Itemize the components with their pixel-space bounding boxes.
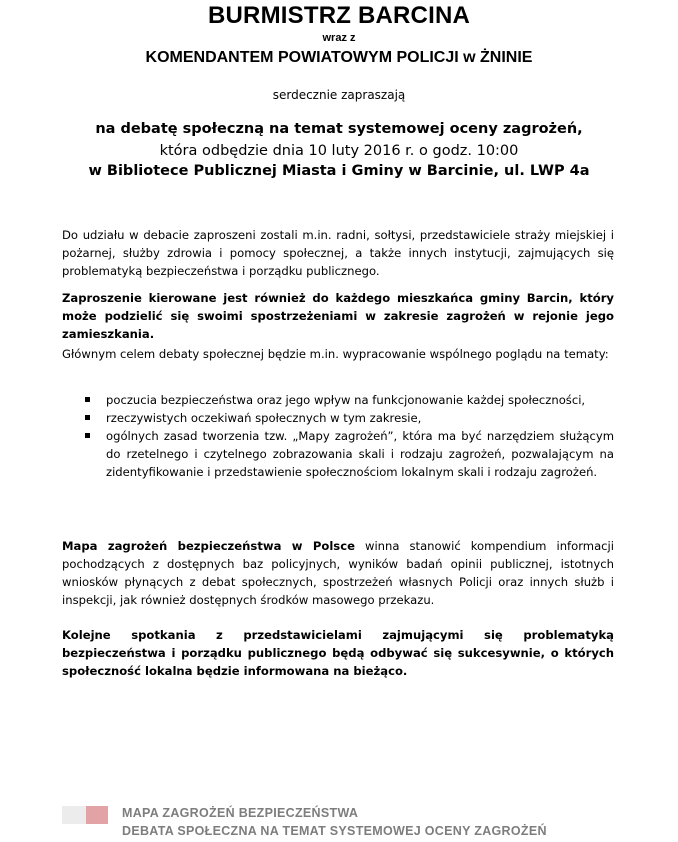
document-title: BURMISTRZ BARCINA [207, 2, 471, 29]
threat-map-description: winna stanowić kompendium informacji pochodzących z dostępnych baz policyjnych, wyników badań opinii publicznej, istotnych wniosków płynących z debat społecznych, spostrzeżeń własnych Policji oraz innych służb i inspekcji, jak również dostępnych środków masowego przekazu. [62, 539, 614, 607]
paragraph-threat-map [62, 537, 614, 609]
paragraph-goal: Głównym celem debaty społecznej będzie m.in. wypracowanie wspólnego poglądu na tematy: [62, 347, 609, 361]
list-item: rzeczywistych oczekiwań społecznych w tym zakresie, [62, 409, 614, 427]
list-item: poczucia bezpieczeństwa oraz jego wpływ na funkcjonowanie każdej społeczności, [62, 391, 614, 409]
document-subtitle: KOMENDANTEM POWIATOWYM POLICJI w ŻNINIE [145, 49, 533, 66]
footer-red-block [86, 806, 108, 824]
footer-line-2: DEBATA SPOŁECZNA NA TEMAT SYSTEMOWEJ OCENY ZAGROŻEŃ [122, 824, 547, 838]
event-topic: na debatę społeczną na temat systemowej oceny zagrożeń, [95, 121, 583, 137]
footer-grey-block [62, 806, 86, 824]
event-date: która odbędzie dnia 10 luty 2016 r. o godz. 10:00 [159, 143, 519, 159]
paragraph-next-meetings: Kolejne spotkania z przedstawicielami zajmującymi się problematyką bezpieczeństwa i porządku publicznego będą odbywać się sukcesywnie, o których społeczność lokalna będzie informowana na bieżąco. [62, 628, 614, 678]
event-location: w Bibliotece Publicznej Miasta i Gminy w Barcinie, ul. LWP 4a [88, 163, 590, 179]
paragraph-residents-invitation: Zaproszenie kierowane jest również do każdego mieszkańca gminy Barcin, który może podzielić się swoimi spostrzeżeniami w zakresie zagrożeń w rejonie jego zamieszkania. [62, 291, 614, 341]
footer-line-1: MAPA ZAGROŻEŃ BEZPIECZEŃSTWA [122, 806, 359, 820]
invitation-text: serdecznie zapraszają [272, 88, 406, 102]
threat-map-heading: Mapa zagrożeń bezpieczeństwa w Polsce [62, 539, 355, 553]
paragraph-participants: Do udziału w debacie zaproszeni zostali m.in. radni, sołtysi, przedstawiciele straży miejskiej i pożarnej, służby zdrowia i pomocy społecznej, a także innych instytucji, zajmujących się problematyką bezpieczeństwa i porządku publicznego. [62, 228, 614, 278]
list-item: ogólnych zasad tworzenia tzw. „Mapy zagrożeń”, która ma być narzędziem służącym do rzetelnego i czytelnego zobrazowania skali i rodzaju zagrożeń, pozwalającym na zidentyfikowanie i przedstawienie społecznościom lokalnym skali i rodzaju zagrożeń. [62, 427, 614, 481]
topics-list [62, 391, 614, 481]
title-connector: wraz z [322, 32, 356, 44]
